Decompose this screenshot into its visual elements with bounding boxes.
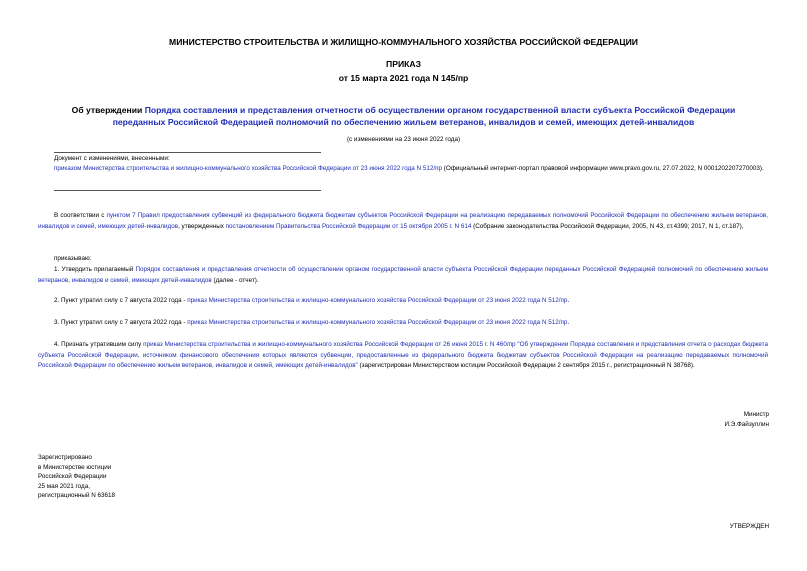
item-3-tail: . <box>567 319 570 326</box>
preamble-text-2: , утвержденных <box>178 222 226 230</box>
item-2-link[interactable]: приказ Министерства строительства и жилищно-коммунального хозяйства Российской Федерации от 23 июня 2022 года N 512/пр <box>187 297 568 304</box>
registration-line-4: 25 мая 2021 года, <box>38 482 90 490</box>
item-4 <box>38 340 768 372</box>
item-1-text: 1. Утвердить прилагаемый <box>54 266 136 273</box>
preamble-text-3: (Собрание законодательства Российской Федерации, 2005, N 43, ст.4399; 2017, N 1, ст.187), <box>471 222 744 230</box>
divider-top <box>54 152 321 153</box>
approved-label: УТВЕРЖДЕН <box>729 523 769 530</box>
item-1-tail: (далее - отчет). <box>211 276 259 284</box>
document-date-number: от 15 марта 2021 года N 145/пр <box>338 73 469 83</box>
signature-position: Министр <box>743 411 769 418</box>
item-3 <box>38 318 768 329</box>
item-2 <box>38 296 768 307</box>
item-1 <box>38 265 768 286</box>
order-word: приказываю: <box>54 255 92 262</box>
document-type: ПРИКАЗ <box>386 59 421 69</box>
item-4-tail: (зарегистрирован Министерством юстиции Российской Федерации 2 сентября 2015 г., регистрационный N 38768). <box>357 362 695 369</box>
item-2-tail: . <box>567 297 570 304</box>
item-2-text: 2. Пункт утратил силу с 7 августа 2022 года - <box>54 297 188 304</box>
preamble-paragraph <box>38 211 768 232</box>
item-3-text: 3. Пункт утратил силу с 7 августа 2022 года - <box>54 319 188 326</box>
document-title <box>0 104 807 128</box>
signature-name: И.Э.Файзуллин <box>724 420 769 428</box>
changes-entry <box>54 164 768 174</box>
preamble-link-rules[interactable]: пунктом 7 Правил предоставления субвенций из федерального бюджета бюджетам субъектов Российской Федерации на реализацию передаваемых полномочий Российской Федерации по обеспечению жильем ветеранов, инвалидов и семей, имеющих детей-инвалидов <box>38 212 768 230</box>
preamble-text-1: В соответствии с <box>54 212 107 219</box>
registration-line-3: Российской Федерации <box>38 473 107 480</box>
item-3-link[interactable]: приказ Министерства строительства и жилищно-коммунального хозяйства Российской Федерации от 23 июня 2022 года N 512/пр <box>187 319 568 326</box>
registration-block <box>38 453 115 501</box>
title-prefix: Об утверждении <box>71 105 145 115</box>
item-4-link[interactable]: приказ Министерства строительства и жилищно-коммунального хозяйства Российской Федерации от 26 июня 2015 г. N 460/пр "Об утверждении Порядка составления и представления отчета о расходах бюджета субъекта Российской Федерации, источником финансового обеспечения которых являются субвенции, предоставленные из федерального бюджета бюджетам субъектов Российской Федерации на реализацию передаваемых полномочий Российской Федерации по обеспечению жильем ветеранов, инвалидов и семей, имеющих детей-инвалидов" <box>38 341 768 369</box>
changes-note: (с изменениями на 23 июня 2022 года) <box>346 136 461 143</box>
item-4-text: 4. Признать утратившим силу <box>54 341 144 348</box>
registration-line-1: Зарегистрировано <box>38 454 92 461</box>
title-link-line2[interactable]: переданных Российской Федерацией полномочий по обеспечению жильем ветеранов, инвалидов и семей, имеющих детей-инвалидов <box>112 117 695 127</box>
ministry-name: МИНИСТЕРСТВО СТРОИТЕЛЬСТВА И ЖИЛИЩНО-КОММУНАЛЬНОГО ХОЗЯЙСТВА РОССИЙСКОЙ ФЕДЕРАЦИИ <box>169 37 638 47</box>
preamble-link-decree[interactable]: постановлением Правительства Российской Федерации от 15 октября 2005 г. N 614 <box>225 222 472 230</box>
changes-tail: (Официальный интернет-портал правовой информации www.pravo.gov.ru, 27.07.2022, N 0001202207270003). <box>441 165 764 172</box>
changes-heading: Документ с изменениями, внесенными: <box>54 155 170 162</box>
title-link-line1[interactable]: Порядка составления и представления отчетности об осуществлении органом государственной власти субъекта Российской Федерации <box>144 105 736 115</box>
item-1-link[interactable]: Порядок составления и представления отчетности об осуществлении органом государственной власти субъекта Российской Федерации переданных Российской Федерацией полномочий по обеспечению жильем ветеранов, инвалидов и семей, имеющих детей-инвалидов <box>38 266 768 284</box>
changes-link[interactable]: приказом Министерства строительства и жилищно-коммунального хозяйства Российской Федерации от 23 июня 2022 года N 512/пр <box>54 165 442 172</box>
registration-line-2: в Министерстве юстиции <box>38 463 112 471</box>
registration-line-5: регистрационный N 63618 <box>38 492 116 499</box>
signature-block <box>724 410 769 429</box>
divider-bottom <box>54 190 321 191</box>
